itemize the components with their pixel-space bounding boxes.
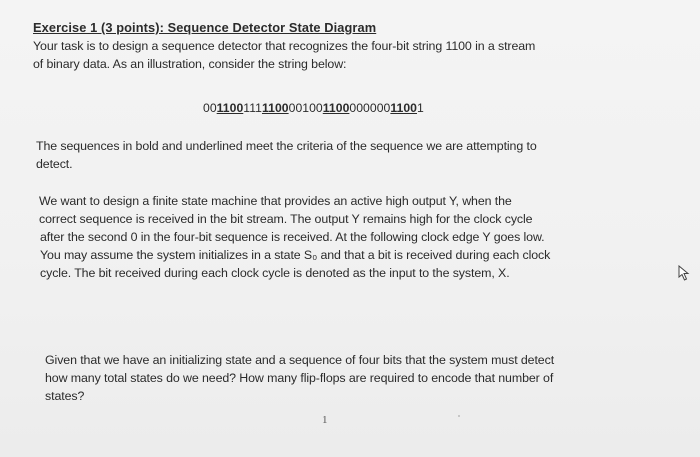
bit-string: [203, 100, 424, 117]
intro-line-1: Your task is to design a sequence detector that recognizes the four-bit string 1100 in a stream: [33, 39, 536, 53]
bit-segment-match: 1100: [322, 101, 350, 115]
question-line-3: states?: [45, 389, 85, 403]
bit-segment-match: 1100: [216, 101, 244, 115]
paragraph-3-line-3: after the second 0 in the four-bit sequence is received. At the following clock edge Y goes low.: [40, 230, 545, 244]
question-line-1: Given that we have an initializing state and a sequence of four bits that the system must detect: [45, 353, 555, 367]
exercise-title: Exercise 1 (3 points): Sequence Detector State Diagram: [33, 20, 377, 35]
bit-segment-match: 1100: [261, 101, 289, 115]
question-line-2: how many total states do we need? How many flip-flops are required to encode that number of: [45, 371, 554, 385]
bit-segment: 111: [243, 101, 262, 115]
bit-segment: 1: [417, 101, 424, 115]
bit-segment-match: 1100: [390, 101, 418, 115]
intro-line-2: of binary data. As an illustration, consider the string below:: [33, 57, 347, 71]
paragraph-3-line-5: cycle. The bit received during each clock cycle is denoted as the input to the system, X.: [40, 266, 510, 280]
bit-segment: 000000: [349, 101, 391, 115]
bit-segment: 00: [203, 101, 217, 115]
page-number: 1: [322, 414, 328, 426]
paragraph-2-line-1: The sequences in bold and underlined meet the criteria of the sequence we are attempting to: [36, 139, 537, 153]
scan-speck: [458, 415, 460, 417]
paragraph-3-line-2: correct sequence is received in the bit stream. The output Y remains high for the clock cycle: [39, 212, 533, 226]
paragraph-3-line-4: You may assume the system initializes in a state S₀ and that a bit is received during each clock: [40, 248, 551, 262]
bit-segment: 00100: [288, 101, 323, 115]
paragraph-3-line-1: We want to design a finite state machine that provides an active high output Y, when the: [39, 194, 512, 208]
paragraph-2-line-2: detect.: [36, 157, 73, 171]
mouse-pointer-icon: [677, 265, 691, 281]
